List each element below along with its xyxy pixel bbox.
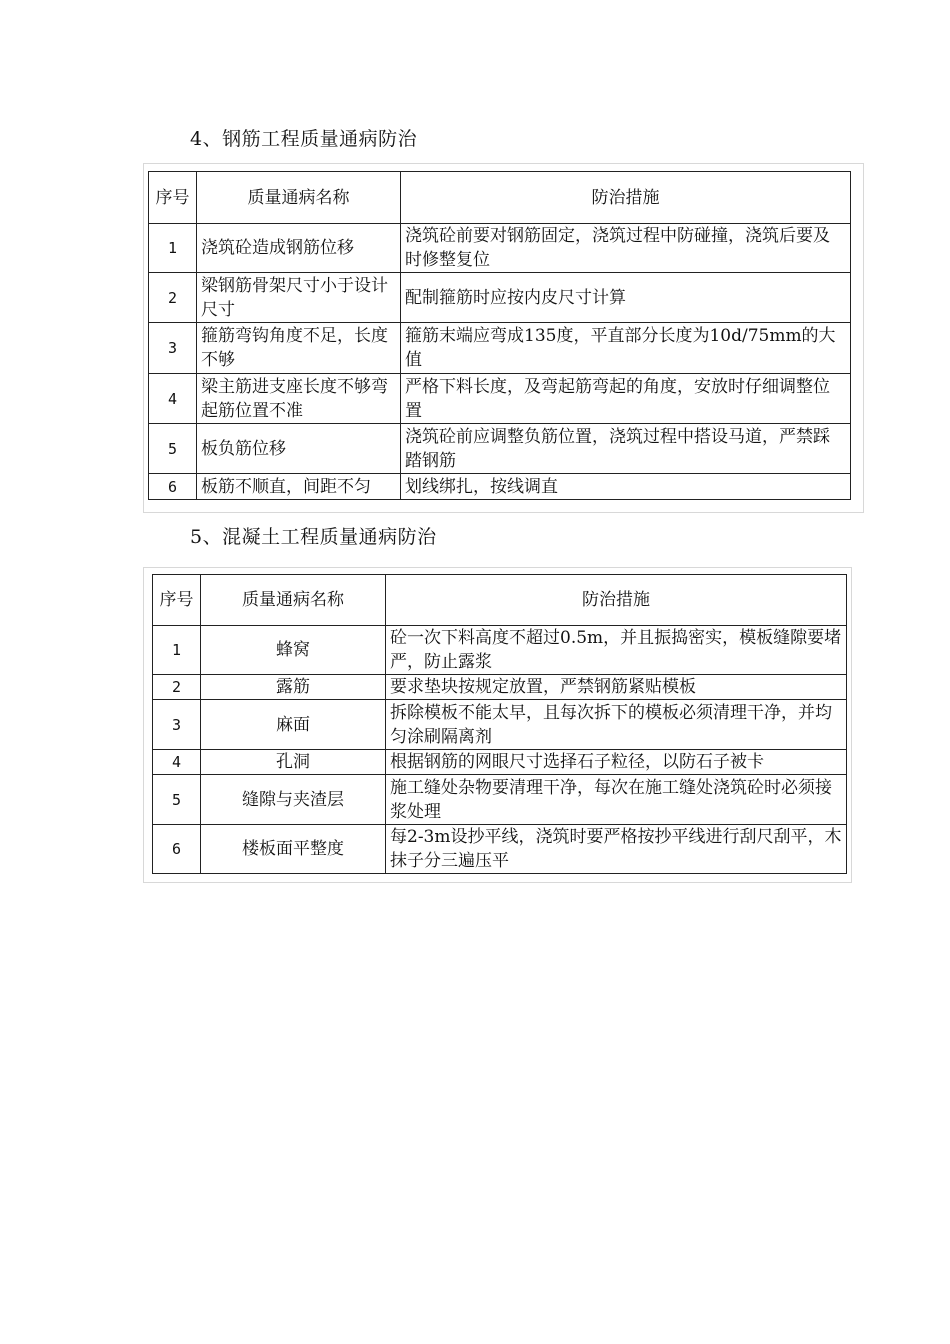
- header-name: 质量通病名称: [201, 575, 386, 626]
- prevention-measure: 拆除模板不能太早，且每次拆下的模板必须清理干净，并均匀涂刷隔离剂: [386, 700, 847, 750]
- prevention-measure: 每2-3m设抄平线，浇筑时要严格按抄平线进行刮尺刮平，木抹子分三遍压平: [386, 825, 847, 874]
- row-no: 2: [153, 675, 201, 700]
- row-no: 1: [149, 224, 197, 273]
- defect-name: 板筋不顺直，间距不匀: [197, 474, 401, 500]
- prevention-measure: 要求垫块按规定放置，严禁钢筋紧贴模板: [386, 675, 847, 700]
- row-no: 4: [153, 750, 201, 775]
- row-no: 5: [153, 775, 201, 825]
- table-row: [153, 675, 847, 700]
- defect-name: 麻面: [201, 700, 386, 750]
- table-row: [149, 424, 851, 474]
- defect-name: 浇筑砼造成钢筋位移: [197, 224, 401, 273]
- rebar-defects-table: [148, 171, 851, 500]
- header-no: 序号: [149, 172, 197, 224]
- defect-name: 孔洞: [201, 750, 386, 775]
- header-measure: 防治措施: [386, 575, 847, 626]
- defect-name: 露筋: [201, 675, 386, 700]
- row-no: 5: [149, 424, 197, 474]
- defect-name: 梁主筋进支座长度不够弯起筋位置不准: [197, 374, 401, 424]
- defect-name: 梁钢筋骨架尺寸小于设计尺寸: [197, 273, 401, 323]
- prevention-measure: 浇筑砼前要对钢筋固定，浇筑过程中防碰撞，浇筑后要及时修整复位: [401, 224, 851, 273]
- prevention-measure: 砼一次下料高度不超过0.5m，并且振捣密实，模板缝隙要堵严，防止露浆: [386, 626, 847, 675]
- row-no: 3: [149, 323, 197, 374]
- table-row: [149, 474, 851, 500]
- defect-name: 蜂窝: [201, 626, 386, 675]
- table-row: [149, 224, 851, 273]
- section-5-heading: 5、混凝土工程质量通病防治: [190, 526, 437, 548]
- defect-name: 板负筋位移: [197, 424, 401, 474]
- table-row: [153, 626, 847, 675]
- section-4-heading: 4、钢筋工程质量通病防治: [190, 128, 418, 150]
- defect-name: 缝隙与夹渣层: [201, 775, 386, 825]
- row-no: 6: [153, 825, 201, 874]
- header-no: 序号: [153, 575, 201, 626]
- header-measure: 防治措施: [401, 172, 851, 224]
- header-name: 质量通病名称: [197, 172, 401, 224]
- table-row: [153, 775, 847, 825]
- defect-name: 箍筋弯钩角度不足，长度不够: [197, 323, 401, 374]
- table-row: [149, 273, 851, 323]
- row-no: 4: [149, 374, 197, 424]
- table-row: [153, 750, 847, 775]
- table-header-row: [149, 172, 851, 224]
- row-no: 3: [153, 700, 201, 750]
- table-row: [153, 825, 847, 874]
- table-row: [149, 374, 851, 424]
- row-no: 6: [149, 474, 197, 500]
- prevention-measure: 箍筋末端应弯成135度，平直部分长度为10d/75mm的大值: [401, 323, 851, 374]
- prevention-measure: 浇筑砼前应调整负筋位置，浇筑过程中搭设马道，严禁踩踏钢筋: [401, 424, 851, 474]
- row-no: 1: [153, 626, 201, 675]
- table-header-row: [153, 575, 847, 626]
- prevention-measure: 配制箍筋时应按内皮尺寸计算: [401, 273, 851, 323]
- table-row: [153, 700, 847, 750]
- prevention-measure: 根据钢筋的网眼尺寸选择石子粒径，以防石子被卡: [386, 750, 847, 775]
- prevention-measure: 严格下料长度，及弯起筋弯起的角度，安放时仔细调整位置: [401, 374, 851, 424]
- concrete-defects-table: [152, 574, 847, 874]
- defect-name: 楼板面平整度: [201, 825, 386, 874]
- row-no: 2: [149, 273, 197, 323]
- table-row: [149, 323, 851, 374]
- prevention-measure: 施工缝处杂物要清理干净，每次在施工缝处浇筑砼时必须接浆处理: [386, 775, 847, 825]
- prevention-measure: 划线绑扎，按线调直: [401, 474, 851, 500]
